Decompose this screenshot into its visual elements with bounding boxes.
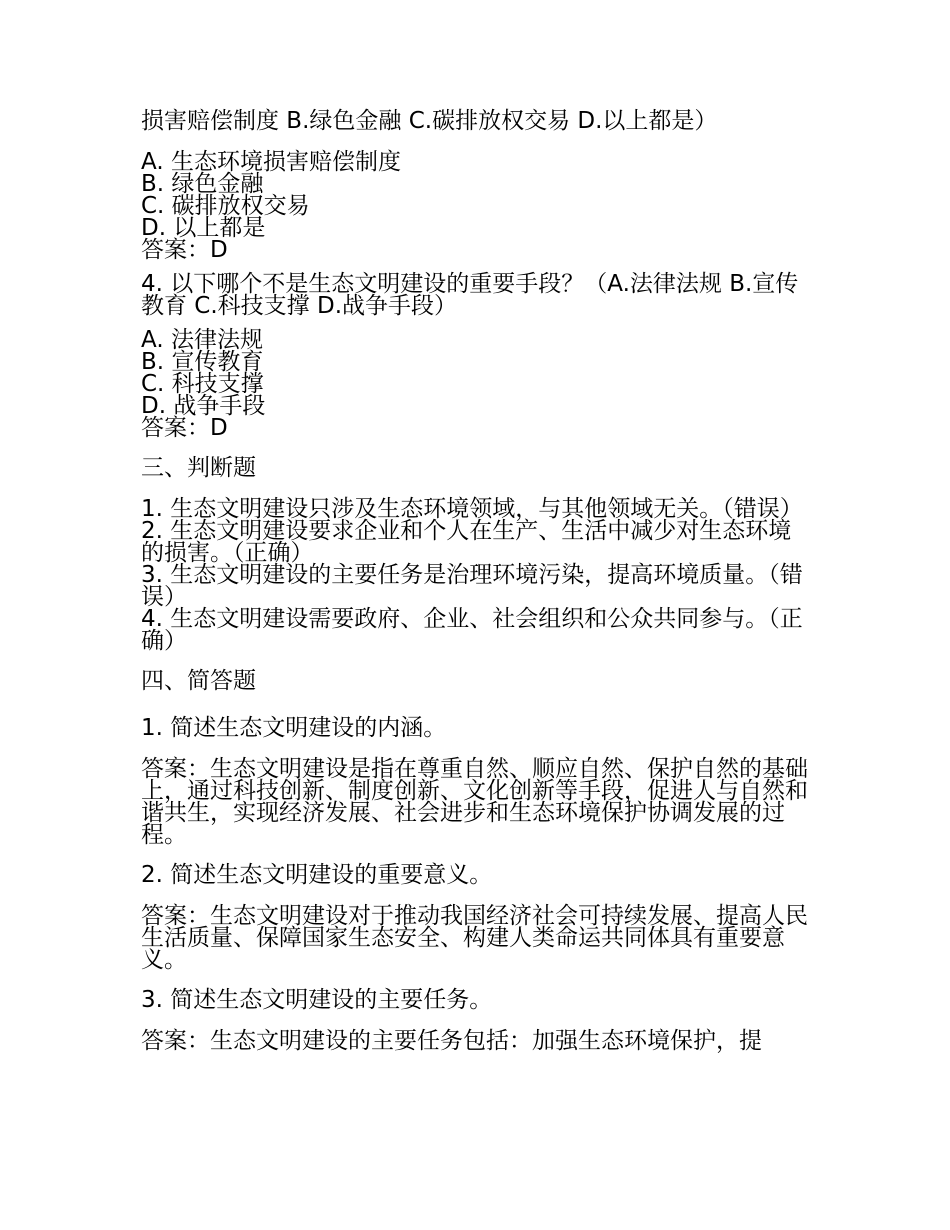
question-3-options (141, 151, 813, 261)
option-c: C. 碳排放权交易 (141, 193, 310, 219)
section-4-title: 四、简答题 (141, 668, 256, 694)
document-body (141, 104, 813, 1064)
section-3-title: 三、判断题 (141, 455, 256, 481)
short-answer-3-question: 3. 简述生态文明建设的主要任务。 (141, 987, 493, 1013)
option-c: C. 科技支撑 (141, 371, 264, 397)
judgment-item: 1. 生态文明建设只涉及生态环境领域，与其他领域无关。（错误） (141, 496, 803, 522)
judgment-list (141, 498, 813, 652)
option-d: D. 以上都是 (141, 215, 266, 241)
answer: 答案：D (141, 415, 228, 441)
judgment-item: 3. 生态文明建设的主要任务是治理环境污染，提高环境质量。（错误） (141, 562, 803, 610)
short-answer-1-question: 1. 简述生态文明建设的内涵。 (141, 715, 447, 741)
short-answer-3-answer: 答案：生态文明建设的主要任务包括：加强生态环境保护，提 (141, 1028, 762, 1054)
short-answer-2-answer: 答案：生态文明建设对于推动我国经济社会可持续发展、提高人民生活质量、保障国家生态安全、构建人类命运共同体具有重要意义。 (141, 903, 808, 973)
judgment-item: 4. 生态文明建设需要政府、企业、社会组织和公众共同参与。（正确） (141, 606, 803, 654)
option-d: D. 战争手段 (141, 393, 266, 419)
option-a: A. 法律法规 (141, 327, 263, 353)
option-b: B. 宣传教育 (141, 349, 264, 375)
option-a: A. 生态环境损害赔偿制度 (141, 149, 401, 175)
option-b: B. 绿色金融 (141, 171, 264, 197)
question-4: 4. 以下哪个不是生态文明建设的重要手段？（A.法律法规 B.宣传教育 C.科技支撑 D.战争手段） (141, 271, 799, 319)
answer: 答案：D (141, 237, 228, 263)
question-3-tail: 损害赔偿制度 B.绿色金融 C.碳排放权交易 D.以上都是） (141, 108, 718, 134)
question-4-options (141, 329, 813, 439)
judgment-item: 2. 生态文明建设要求企业和个人在生产、生活中减少对生态环境的损害。（正确） (141, 518, 792, 566)
short-answer-1-answer: 答案：生态文明建设是指在尊重自然、顺应自然、保护自然的基础上，通过科技创新、制度创新、文化创新等手段，促进人与自然和谐共生，实现经济发展、社会进步和生态环境保护协调发展的过程。 (141, 756, 808, 848)
short-answer-2-question: 2. 简述生态文明建设的重要意义。 (141, 862, 493, 888)
